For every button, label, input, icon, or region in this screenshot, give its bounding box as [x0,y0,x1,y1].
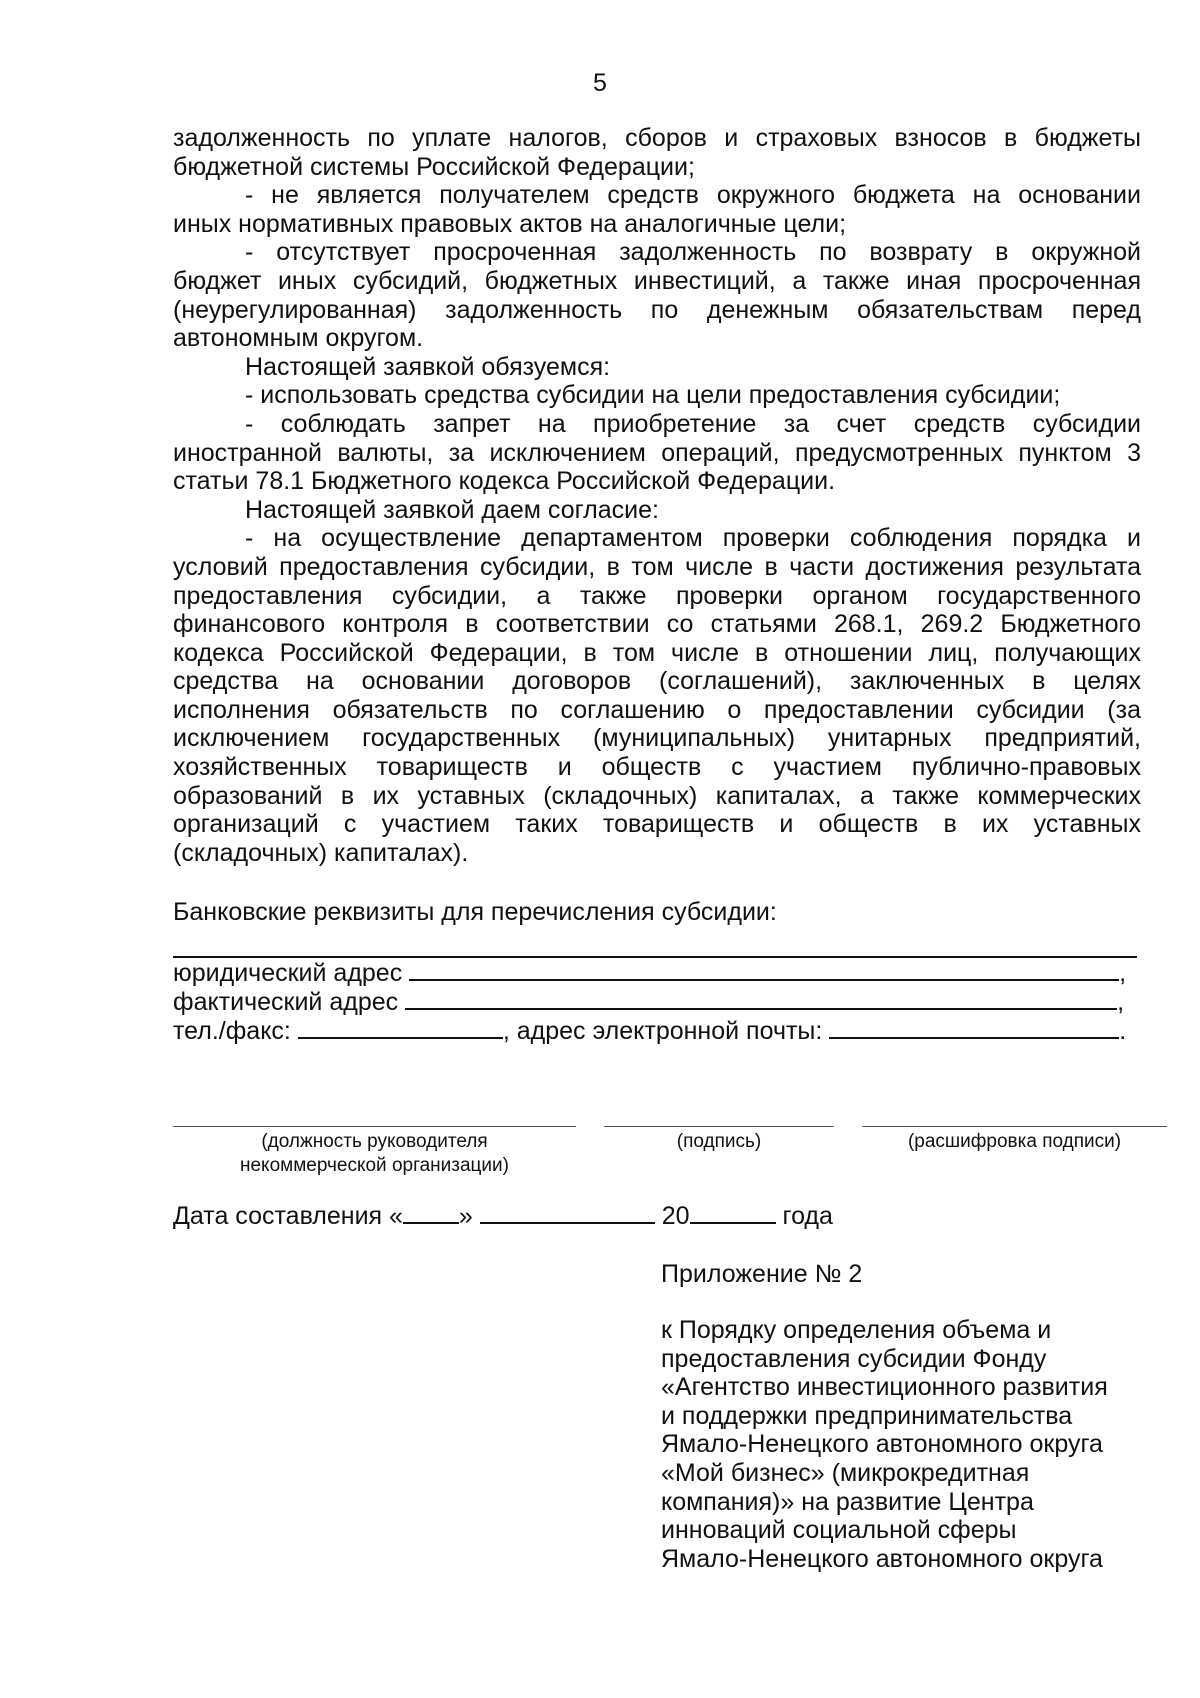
body-line: бюджетной системы Российской Федерации; [173,152,695,181]
appendix-line: инноваций социальной сферы [661,1516,1017,1545]
date-year-prefix: 20 [661,1202,690,1230]
page-number: 5 [593,69,607,97]
actual-address-label: фактический адрес [173,988,399,1016]
phone-field[interactable] [298,1015,503,1039]
date-month-field[interactable] [480,1200,655,1224]
body-line: (складочных) капиталах). [173,838,469,867]
date-day-field[interactable] [403,1200,459,1224]
appendix-line: предоставления субсидии Фонду [661,1344,1047,1373]
appendix-line: Ямало-Ненецкого автономного округа [661,1544,1103,1573]
body-line: предоставления субсидии, а также проверки органом государственного [173,581,1141,610]
date-close-quote: » [458,1202,473,1230]
body-line: задолженность по уплате налогов, сборов и страховых взносов в бюджеты [173,124,1141,152]
date-label: Дата составления « [173,1202,403,1230]
body-line: бюджет иных субсидий, бюджетных инвестиций, а также иная просроченная [173,266,1141,295]
compilation-date-row [173,1199,833,1233]
position-caption-line2: некоммерческой организации) [240,1155,509,1176]
appendix-subtitle [661,1316,1161,1573]
signature-caption: (подпись) [676,1131,762,1152]
actual-address-comma: , [1117,988,1125,1016]
body-line: - использовать средства субсидии на цели предоставления субсидии; [245,381,1061,410]
body-line: автономным округом. [173,324,424,353]
legal-address-row [173,957,1153,988]
appendix-line: и поддержки предпринимательства [661,1401,1073,1430]
body-line: - отсутствует просроченная задолженность по возврату в окружной [245,238,1141,267]
appendix-line: компания)» на развитие Центра [661,1487,1034,1516]
body-line: - соблюдать запрет на приобретение за счет средств субсидии [245,409,1141,438]
body-line: организаций с участием таких товариществ и обществ в их уставных [173,810,1141,839]
actual-address-row [173,986,1153,1017]
position-caption-line1: (должность руководителя [261,1131,488,1152]
body-line: исключением государственных (муниципальных) унитарных предприятий, [173,724,1141,753]
phone-label: тел./факс: [173,1017,291,1045]
position-signature-line[interactable] [173,1126,576,1127]
body-line: иных нормативных правовых актов на аналогичные цели; [173,209,847,238]
appendix-line: «Мой бизнес» (микрокредитная [661,1458,1030,1487]
legal-address-comma: , [1119,959,1127,987]
appendix-line: к Порядку определения объема и [661,1316,1052,1344]
contacts-period: . [1119,1017,1127,1045]
appendix-line: «Агентство инвестиционного развития [661,1373,1108,1402]
body-line: условий предоставления субсидии, в том числе в части достижения результата [173,552,1141,581]
body-line: кодекса Российской Федерации, в том числе в отношении лиц, получающих [173,638,1141,667]
body-text [173,124,1141,867]
body-line: - на осуществление департаментом проверки соблюдения порядка и [245,524,1141,553]
email-label: , адрес электронной почты: [502,1017,823,1045]
body-line: исполнения обязательств по соглашению о предоставлении субсидии (за [173,695,1141,724]
body-line: Настоящей заявкой обязуемся: [245,352,611,381]
signature-decode-caption: (расшифровка подписи) [907,1131,1122,1152]
signature-decode-line[interactable] [862,1126,1167,1127]
legal-address-label: юридический адрес [173,959,403,987]
appendix-line: Ямало-Ненецкого автономного округа [661,1430,1103,1459]
contacts-row [173,1015,1153,1046]
email-field[interactable] [829,1015,1119,1039]
date-year-suffix: года [782,1202,833,1230]
legal-address-field[interactable] [409,957,1119,981]
body-line: - не является получателем средств окружного бюджета на основании [245,181,1141,210]
body-line: статьи 78.1 Бюджетного кодекса Российской Федерации. [173,467,836,496]
date-year-field[interactable] [690,1200,776,1224]
body-line: Настоящей заявкой даем согласие: [245,495,659,524]
body-line: образований в их уставных (складочных) капиталах, а также коммерческих [173,781,1141,810]
body-line: иностранной валюты, за исключением операций, предусмотренных пунктом 3 [173,438,1141,467]
body-line: финансового контроля в соответствии со статьями 268.1, 269.2 Бюджетного [173,610,1141,639]
actual-address-field[interactable] [405,986,1117,1010]
body-line: средства на основании договоров (соглашений), заключенных в целях [173,667,1141,696]
position-caption [173,1130,576,1178]
signature-line[interactable] [604,1126,834,1127]
body-line: (неурегулированная) задолженность по денежным обязательствам перед [173,295,1141,324]
bank-details-title: Банковские реквизиты для перечисления субсидии: [173,898,777,926]
body-line: хозяйственных товариществ и обществ с участием публично-правовых [173,753,1141,782]
appendix-title: Приложение № 2 [661,1260,863,1288]
